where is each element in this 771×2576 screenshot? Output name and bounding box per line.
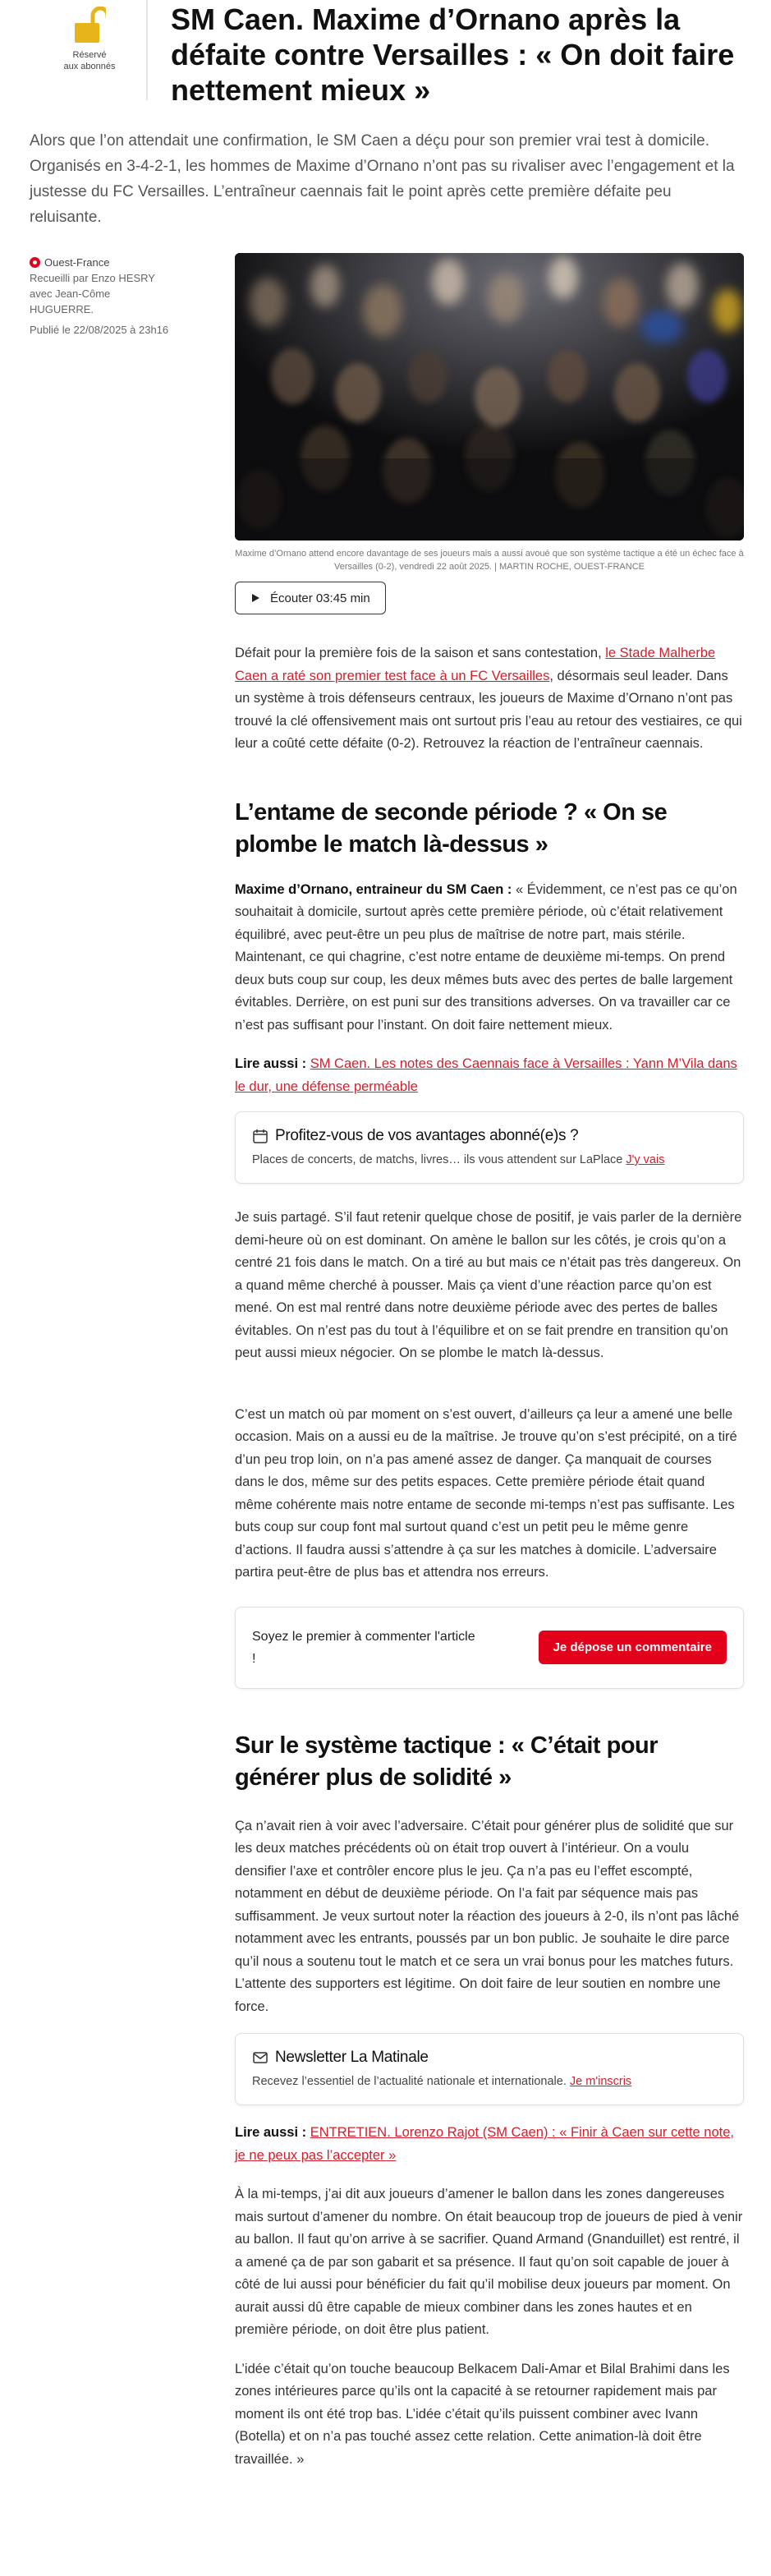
author-line: avec Jean-Côme: [30, 288, 111, 300]
ouest-france-logo-icon: [30, 257, 40, 268]
intro-paragraph: [235, 642, 744, 756]
intro-text: Défait pour la première fois de la saison et sans contestation,: [235, 646, 606, 660]
publish-date: Publié le 22/08/2025 à 23h16: [30, 324, 169, 336]
header-divider: [146, 0, 148, 100]
crowd-image: [235, 253, 744, 540]
speaker-name: Maxime d’Ornano, entraineur du SM Caen :: [235, 881, 512, 897]
listen-label: Écouter 03:45 min: [270, 591, 370, 605]
calendar-icon: [252, 1128, 268, 1144]
article-title: SM Caen. Maxime d’Ornano après la défaite contre Versailles : « On doit faire nettement mieux »: [171, 2, 735, 107]
author-line: Recueilli par Enzo HESRY: [30, 272, 155, 284]
section-heading: Sur le système tactique : « C’était pour générer plus de solidité »: [235, 1732, 659, 1791]
promo-title: [252, 1127, 727, 1145]
read-also-link[interactable]: SM Caen. Les notes des Caennais face à Versailles : Yann M’Vila dans le dur, une défense perméable: [235, 1056, 737, 1094]
promo-title-text: Profitez-vous de vos avantages abonné(e)s ?: [275, 1127, 579, 1144]
paragraph: À la mi-temps, j’ai dit aux joueurs d’amener le ballon dans les zones dangereuses mais surtout d’amener du nombre. On était beaucoup trop de joueurs de pied à venir au ballon. Il faut qu’on arrive à se sacrifier. Quand Armand (Gnanduillet) est rentré, il a amené ça de par son gabarit et sa présence. Il faut qu’on soit capable de jouer à côté de lui aussi pour bénéficier du fait qu’il mobilise deux joueurs par moment. On aurait aussi dû être capable de mieux combiner dans les zones hautes et en première période, on doit être plus patient.: [235, 2187, 743, 2337]
promo-body: Places de concerts, de matchs, livres… ils vous attendent sur LaPlace: [252, 1153, 626, 1166]
badge-label: Réservé aux abonnés: [63, 50, 116, 71]
paragraph: L’idée c’était qu’on touche beaucoup Belkacem Dali-Amar et Bilal Brahimi dans les zones intérieures parce qu’ils ont la capacité à se retourner rapidement mais par moment ils ont été trop bas. L’idée c’était qu’ils puissent combiner avec Ivann (Botella) et on n’a pas touché assez cette relation. Cette animation-là doit être travaillée. »: [235, 2361, 730, 2467]
comment-prompt: Soyez le premier à commenter l'article !: [252, 1629, 475, 1666]
source[interactable]: [30, 255, 210, 270]
article-photo[interactable]: [235, 253, 744, 540]
paragraph: Je suis partagé. S’il faut retenir quelque chose de positif, je vais parler de la dernière demi-heure où on est dominant. On amène le ballon sur les côtés, je crois qu’on a centré 21 fois dans le match. On a tiré au but mais ce n’était pas très dangereux. On a quand même cherché à pousser. Mais ça vient d’une réaction parce qu’on est mené. On est mal rentré dans notre deuxième période avec des pertes de balles évitables. On n’est pas du tout à l’équilibre et on se fait prendre en transition qu’on peut aussi mieux négocier. On se plombe le match là-dessus.: [235, 1210, 742, 1360]
newsletter-body: Recevez l’essentiel de l’actualité nationale et internationale.: [252, 2075, 570, 2088]
photo-caption: Maxime d’Ornano attend encore davantage de ses joueurs mais a aussi avoué que son système tactique a été un échec face à Versailles (0-2), vendredi 22 août 2025. | MARTIN ROCHE, OUEST-FRANCE: [235, 549, 744, 572]
promo-text: [252, 1152, 727, 1168]
open-padlock-icon: [73, 7, 106, 44]
envelope-icon: [252, 2049, 268, 2066]
read-also-link[interactable]: ENTRETIEN. Lorenzo Rajot (SM Caen) : « Finir à Caen sur cette note, je ne peux pas l’accepter »: [235, 2125, 735, 2163]
newsletter-title: [252, 2049, 727, 2067]
newsletter-title-text: Newsletter La Matinale: [275, 2049, 429, 2066]
paragraph: C’est un match où par moment on s’est ouvert, d’ailleurs ça leur a amené une belle occasion. Mais on a aussi eu de la maîtrise. Je trouve qu’on s’est précipité, on a tiré d’un peu trop loin, on n’a pas amené assez de danger. Ça manquait de courses dans le dos, même sur des petits espaces. Cette première période était quand même cohérente mais notre entame de seconde mi-temps n’est pas suffisante. Les buts coup sur coup font mal surtout quand c’est un petit peu le même genre d’actions. Il faudra aussi s’attendre à ça sur les matches à domicile. L’adversaire partira peut-être de plus bas et attendra nos erreurs.: [235, 1406, 737, 1580]
article-meta: [30, 255, 210, 338]
section-heading: L’entame de seconde période ? « On se plombe le match là-dessus »: [235, 798, 668, 858]
newsletter-box: [235, 2033, 744, 2105]
article-header: [0, 0, 771, 107]
article-body: [235, 253, 744, 2471]
author-line: HUGUERRE.: [30, 303, 94, 315]
article-lead: Alors que l’on attendait une confirmation, le SM Caen a déçu pour son premier vrai test à domicile. Organisés en 3-4-2-1, les hommes de Maxime d’Ornano n’ont pas su rivaliser avec l’engagement et la justesse du FC Versailles. L’entraîneur caennais fait le point après cette première défaite peu reluisante.: [30, 132, 735, 226]
intro-text: , désormais seul leader. Dans un système à trois défenseurs centraux, les joueurs de Maxime d’Ornano n’ont pas trouvé la clé offensivement mais ont surtout pris l’eau au retour des vestiaires, ce qui leur a coûté cette défaite (0-2). Retrouvez la réaction de l’entraîneur caennais.: [235, 668, 742, 751]
source-name: Ouest-France: [44, 256, 110, 269]
read-also: [235, 2122, 744, 2167]
subscriber-promo-box: [235, 1111, 744, 1184]
paragraph: Ça n’avait rien à voir avec l’adversaire. C’était pour générer plus de solidité que sur les deux matches précédents où on était trop ouvert à l’intérieur. On a voulu densifier l’axe et contrôler encore plus le jeu. Ça n’a pas eu l’effet escompté, notamment en début de deuxième période. On l’a fait par séquence mais pas suffisamment. Je veux surtout noter la réaction des joueurs à 2-0, ils n’ont pas lâché notamment avec les entrants, poussés par un bon public. Je souhaite le dire parce qu’il nous a soutenu tout le match et ce sera un vrai bonus pour les matches futurs. L’attente des supporters est légitime. On doit faire de leur soutien en nombre une force.: [235, 1818, 740, 2014]
post-comment-button[interactable]: Je dépose un commentaire: [539, 1631, 727, 1664]
read-also: [235, 1053, 744, 1098]
quote-text: « Évidemment, ce n’est pas ce qu’on souhaitait à domicile, surtout après cette première période, où c’était relativement équilibré, avec peut-être un peu plus de maîtrise de notre part, mais stérile. Maintenant, ce qui chagrine, c’est notre entame de deuxième mi-temps. On prend deux buts coup sur coup, les deux mêmes buts avec des pertes de balle largement évitables. Derrière, on est puni sur des transitions adverses. On va travailler car ce n’est pas suffisant pour l’instant. On doit faire nettement mieux.: [235, 881, 737, 1033]
subscriber-badge: [57, 7, 122, 72]
quote-paragraph: [235, 879, 744, 1037]
read-also-label: Lire aussi :: [235, 2125, 307, 2140]
play-icon: [250, 593, 260, 603]
comment-box: [235, 1607, 744, 1689]
read-also-label: Lire aussi :: [235, 1056, 307, 1071]
newsletter-text: [252, 2073, 727, 2090]
listen-button[interactable]: [235, 582, 386, 614]
newsletter-signup-link[interactable]: Je m'inscris: [569, 2075, 632, 2088]
promo-link[interactable]: J'y vais: [626, 1153, 665, 1166]
intro-link[interactable]: le Stade Malherbe Caen a raté son premier test face à un FC Versailles: [235, 646, 716, 683]
